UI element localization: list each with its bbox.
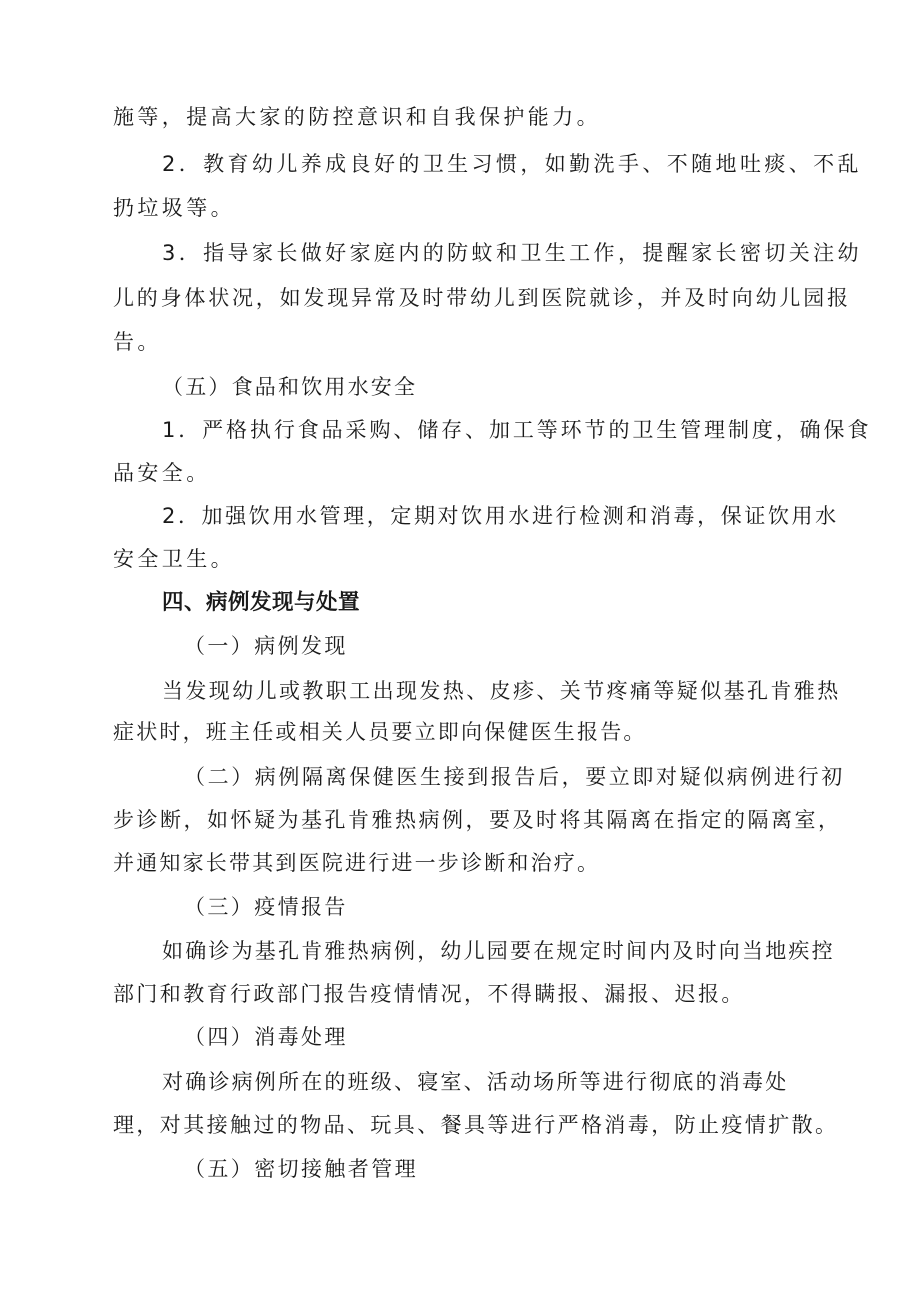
body-text-line: 部门和教育行政部门报告疫情情况，不得瞒报、漏报、迟报。 <box>113 982 745 1006</box>
body-text-line: 理，对其接触过的物品、玩具、餐具等进行严格消毒，防止疫情扩散。 <box>113 1113 839 1137</box>
subsection-heading: （一）病例发现 <box>184 634 348 658</box>
list-item-text: 2．教育幼儿养成良好的卫生习惯，如勤洗手、不随地吐痰、不乱 <box>162 152 862 176</box>
body-text-line: 如确诊为基孔肯雅热病例，幼儿园要在规定时间内及时向当地疾控 <box>162 939 835 963</box>
body-text-line: 对确诊病例所在的班级、寝室、活动场所等进行彻底的消毒处 <box>162 1070 789 1094</box>
body-text-line: 步诊断，如怀疑为基孔肯雅热病例，要及时将其隔离在指定的隔离室， <box>113 808 842 832</box>
subsection-heading: （五）密切接触者管理 <box>184 1157 418 1181</box>
subsection-heading: （三）疫情报告 <box>184 895 348 919</box>
body-text-line: 告。 <box>113 330 162 354</box>
list-item-text: 1．严格执行食品采购、储存、加工等环节的卫生管理制度，确保食 <box>162 418 872 442</box>
list-item-text: 2．加强饮用水管理，定期对饮用水进行检测和消毒，保证饮用水 <box>162 504 839 528</box>
subsection-heading: （五）食品和饮用水安全 <box>162 375 418 399</box>
list-item-text: 3．指导家长做好家庭内的防蚊和卫生工作，提醒家长密切关注幼 <box>162 241 862 265</box>
section-heading: 四、病例发现与处置 <box>162 590 361 615</box>
body-text-line: 并通知家长带其到医院进行进一步诊断和治疗。 <box>113 851 601 875</box>
body-text-line: 扔垃圾等。 <box>113 196 235 220</box>
body-text-line: 施等，提高大家的防控意识和自我保护能力。 <box>113 105 601 129</box>
body-text-line: 症状时，班主任或相关人员要立即向保健医生报告。 <box>113 720 647 744</box>
body-text-line: 安全卫生。 <box>113 547 235 571</box>
body-text-line: 儿的身体状况，如发现异常及时带幼儿到医院就诊，并及时向幼儿园报 <box>113 286 851 310</box>
body-text-line: （二）病例隔离保健医生接到报告后，要立即对疑似病例进行初 <box>184 765 845 789</box>
body-text-line: 品安全。 <box>113 461 211 485</box>
subsection-heading: （四）消毒处理 <box>184 1025 348 1049</box>
body-text-line: 当发现幼儿或教职工出现发热、皮疹、关节疼痛等疑似基孔肯雅热 <box>162 679 841 703</box>
